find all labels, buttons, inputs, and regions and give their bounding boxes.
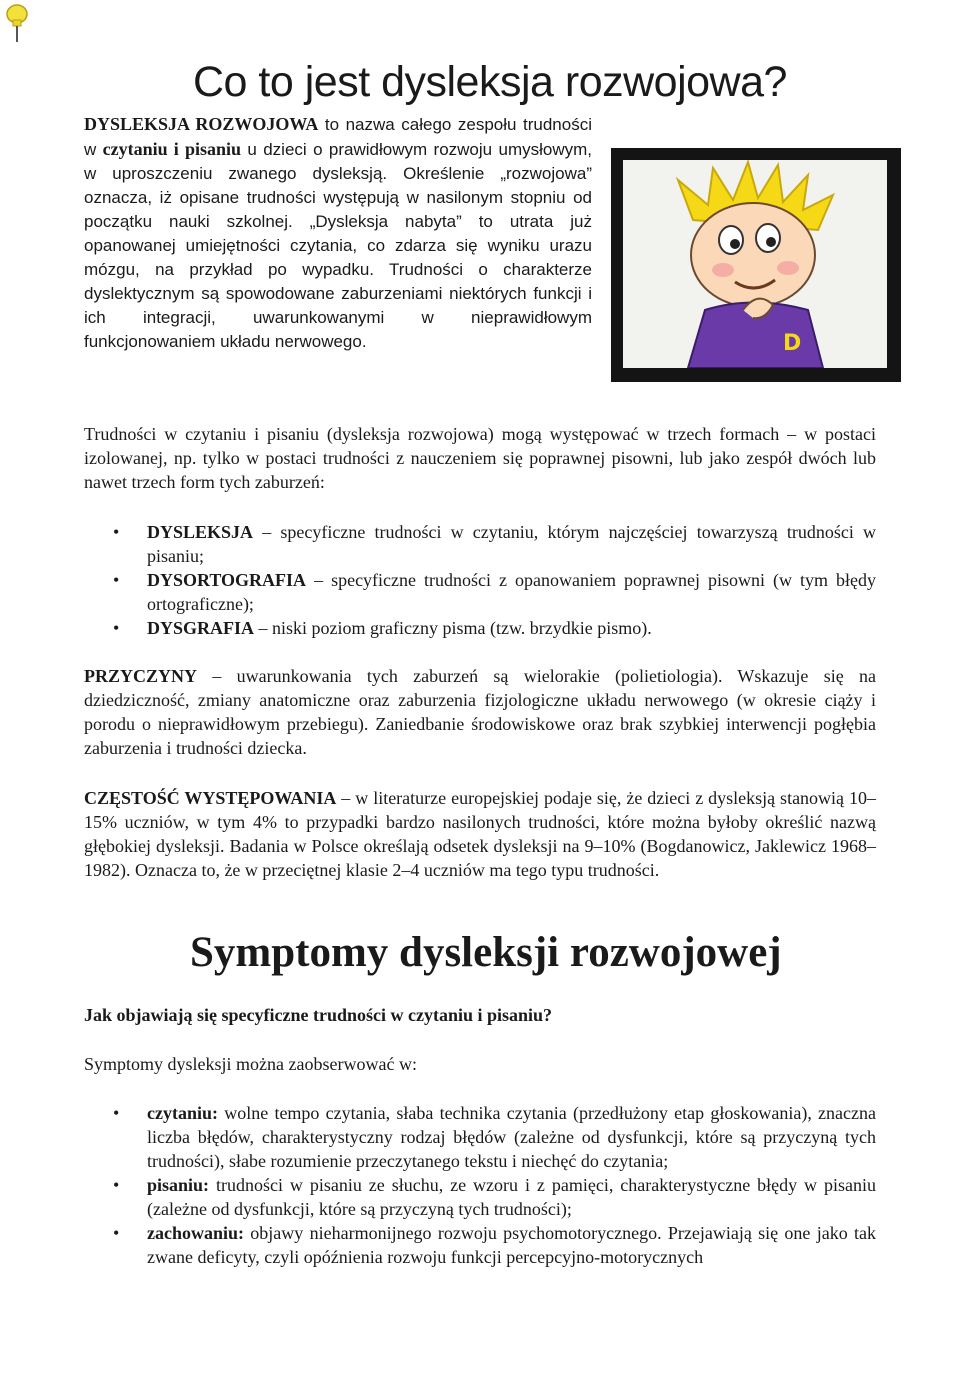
- svg-text:D: D: [783, 331, 802, 356]
- frequency-term: CZĘSTOŚĆ WYSTĘPOWANIA: [84, 788, 337, 808]
- page-title: Co to jest dysleksja rozwojowa?: [193, 58, 787, 106]
- forms-paragraph: Trudności w czytaniu i pisaniu (dysleksja rozwojowa) mogą występować w trzech formach – w postaci izolowanej, np. tylko w postaci trudności z nauczeniem się poprawnej pisowni, lub jako zespół dwóch lub nawet trzech form tych zaburzeń:: [84, 424, 876, 492]
- intro-text-1: to nazwa całego zespołu trudności w: [84, 115, 592, 159]
- symptoms-lead: Symptomy dysleksji można zaobserwować w:: [84, 1054, 417, 1074]
- forms-list: [84, 520, 876, 640]
- cartoon-boy-illustration: [623, 160, 887, 368]
- symptom-text: wolne tempo czytania, słaba technika czytania (przedłużony etap głoskowania), znaczna liczba błędów, charakterystyczny rodzaj błędów (zależne od dysfunkcji, które są przyczyną tych trudności), słabe rozumienie przeczytanego tekstu i niechęć do czytania;: [147, 1103, 876, 1171]
- symptom-text: trudności w pisaniu ze słuchu, ze wzoru i z pamięci, charakterystyczne błędy w pisaniu (zależne od dysfunkcji, które są przyczyną tych trudności);: [147, 1175, 876, 1219]
- form-text: – niski poziom graficzny pisma (tzw. brzydkie pismo).: [254, 618, 652, 638]
- form-text: – specyficzne trudności w czytaniu, którym najczęściej towarzyszą trudności w pisaniu;: [147, 522, 876, 566]
- causes-text: – uwarunkowania tych zaburzeń są wielorakie (polietiologia). Wskazuje się na dziedziczność, zmiany anatomiczne oraz zaburzenia fizjologiczne układu nerwowego (w okresie ciąży i porodu o nieprawidłowym przebiegu). Zaniedbanie środowiskowe oraz brak szybkiej interwencji pogłębia zaburzenia i trudności dziecka.: [84, 666, 876, 758]
- list-item: [84, 1221, 876, 1269]
- intro-term-2: czytaniu i pisaniu: [102, 139, 242, 159]
- intro-paragraph: [84, 112, 592, 354]
- form-term: DYSLEKSJA: [147, 522, 254, 542]
- cartoon-photo: [611, 148, 901, 382]
- section-title: Symptomy dysleksji rozwojowej: [190, 929, 782, 976]
- symptom-term: czytaniu:: [147, 1103, 218, 1123]
- causes-paragraph: [84, 664, 876, 760]
- intro-text-2: u dzieci o prawidłowym rozwoju umysłowym, w uproszczeniu zwanego dysleksją. Określenie „rozwojowa” oznacza, iż opisane trudności występują w nasilonym stopniu od początku nauki szkolnej. „Dysleksja nabyta” to utrata już opanowanej umiejętności czytania, co zdarza się wyniku urazu mózgu, na przykład po wypadku. Trudności o charakterze dyslektycznym są spowodowane zaburzeniami niektórych funkcji i ich integracji, uwarunkowanymi w nieprawidłowym funkcjonowaniem układu nerwowego.: [84, 140, 592, 351]
- list-item: [84, 616, 876, 640]
- list-item: [84, 568, 876, 616]
- form-text: – specyficzne trudności z opanowaniem poprawnej pisowni (w tym błędy ortograficzne);: [147, 570, 876, 614]
- section-question: Jak objawiają się specyficzne trudności w czytaniu i pisaniu?: [84, 1005, 553, 1025]
- frequency-text: – w literaturze europejskiej podaje się, że dzieci z dysleksją stanowią 10–15% uczniów, w tym 4% to przypadki bardzo nasilonych trudności, które można byłoby określić nazwą głębokiej dysleksji. Badania w Polsce określają odsetek dysleksji na 9–10% (Bogdanowicz, Jaklewicz 1968–1982). Oznacza to, że w przeciętnej klasie 2–4 uczniów ma tego typu trudności.: [84, 788, 876, 880]
- frequency-paragraph: [84, 786, 876, 882]
- intro-term: DYSLEKSJA ROZWOJOWA: [84, 114, 319, 134]
- list-item: [84, 1101, 876, 1173]
- pushpin-icon: [4, 2, 30, 44]
- causes-term: PRZYCZYNY: [84, 666, 198, 686]
- list-item: [84, 1173, 876, 1221]
- form-term: DYSORTOGRAFIA: [147, 570, 307, 590]
- symptoms-list: [84, 1101, 876, 1269]
- symptom-term: zachowaniu:: [147, 1223, 245, 1243]
- symptom-term: pisaniu:: [147, 1175, 210, 1195]
- list-item: [84, 520, 876, 568]
- symptom-text: objawy nieharmonijnego rozwoju psychomotorycznego. Przejawiają się one jako tak zwane deficyty, czyli opóźnienia rozwoju funkcji percepcyjno-motorycznych: [147, 1223, 876, 1267]
- form-term: DYSGRAFIA: [147, 618, 255, 638]
